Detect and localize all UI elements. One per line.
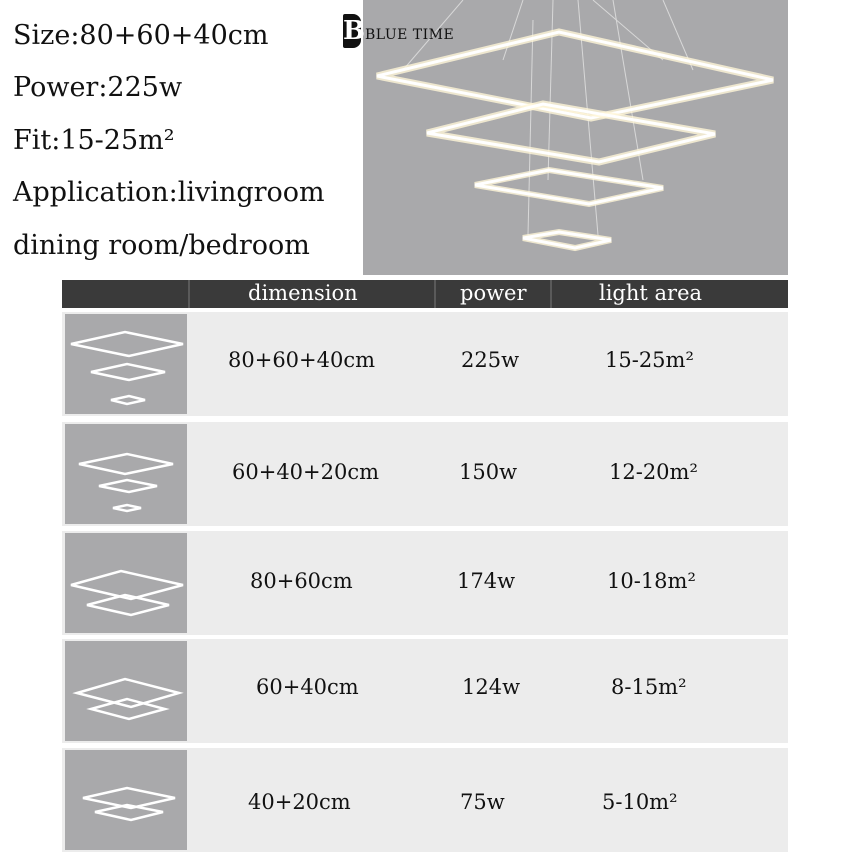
header-divider [550, 280, 552, 308]
spec-fit: Fit:15-25m² [13, 125, 175, 156]
cell-dimension: 60+40cm [256, 675, 359, 699]
table-row [62, 746, 788, 852]
cell-light-area: 8-15m² [611, 675, 687, 699]
table-row [62, 529, 788, 635]
cell-light-area: 15-25m² [605, 348, 694, 372]
spec-size: Size:80+60+40cm [13, 20, 269, 51]
table-header [62, 280, 788, 308]
chandelier-icon [65, 424, 187, 524]
cell-power: 150w [459, 460, 518, 484]
spec-application-continued: dining room/bedroom [13, 230, 310, 261]
header-divider [434, 280, 436, 308]
brand-logo [343, 14, 454, 48]
header-power: power [460, 281, 527, 305]
thumbnail-image [65, 314, 187, 414]
chandelier-icon [65, 750, 187, 850]
thumbnail-image [65, 533, 187, 633]
thumbnail-image [65, 424, 187, 524]
spec-power: Power:225w [13, 72, 183, 103]
cell-dimension: 40+20cm [248, 790, 351, 814]
cell-power: 124w [462, 675, 521, 699]
chandelier-icon [65, 314, 187, 414]
cell-dimension: 80+60+40cm [228, 348, 376, 372]
cell-power: 174w [457, 569, 516, 593]
cell-light-area: 12-20m² [609, 460, 698, 484]
thumbnail-image [65, 641, 187, 741]
brand-name: BLUE TIME [365, 27, 455, 43]
chandelier-icon [65, 533, 187, 633]
cell-dimension: 60+40+20cm [232, 460, 380, 484]
chandelier-icon [65, 641, 187, 741]
header-dimension: dimension [248, 281, 358, 305]
table-row [62, 310, 788, 416]
brand-mark: B [343, 16, 365, 46]
cell-power: 75w [460, 790, 505, 814]
cell-light-area: 5-10m² [602, 790, 678, 814]
cell-light-area: 10-18m² [607, 569, 696, 593]
header-light-area: light area [599, 281, 703, 305]
table-row [62, 420, 788, 526]
spec-application: Application:livingroom [13, 177, 325, 208]
cell-power: 225w [461, 348, 520, 372]
table-row [62, 637, 788, 743]
cell-dimension: 80+60cm [250, 569, 353, 593]
thumbnail-image [65, 750, 187, 850]
header-divider [188, 280, 190, 308]
